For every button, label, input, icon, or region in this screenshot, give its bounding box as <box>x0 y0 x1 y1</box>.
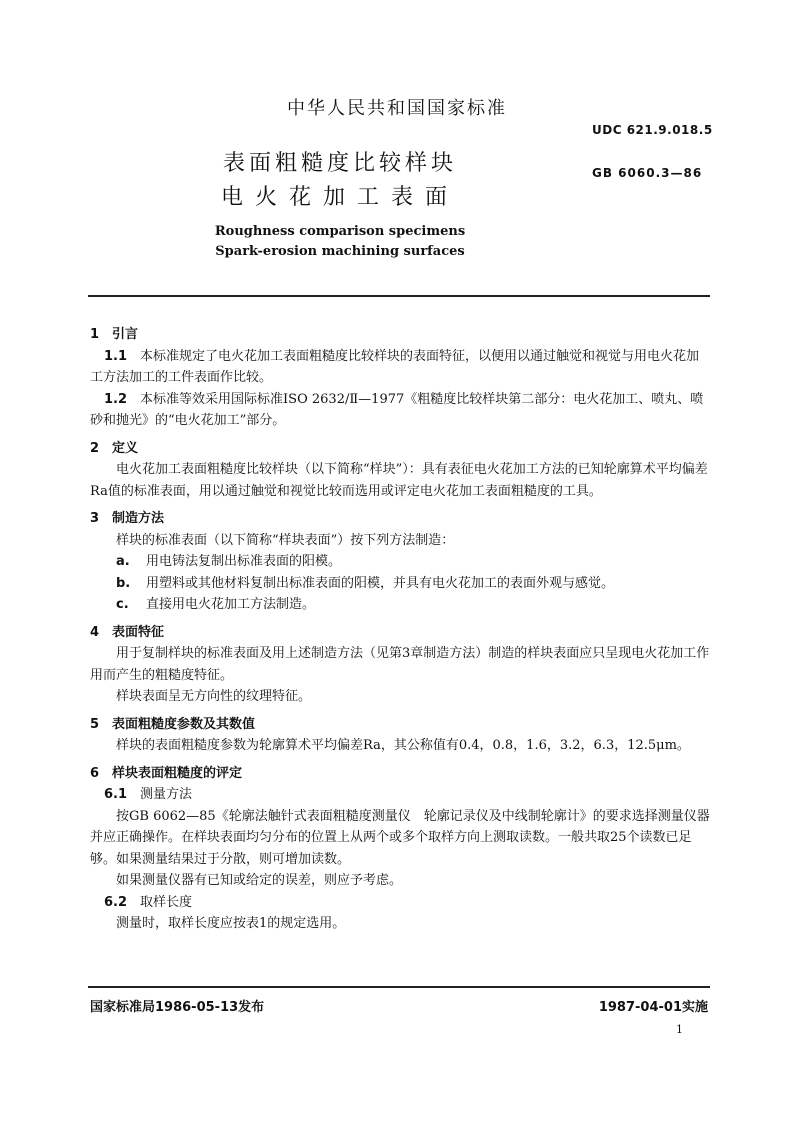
paragraph-1-1: 1.1 本标准规定了电火花加工表面粗糙度比较样块的表面特征，以便用以通过触觉和视觉与用电火花加工方法加工的工件表面作比较。 <box>90 348 700 385</box>
paragraph-4-2: 样块表面呈无方向性的纹理特征。 <box>116 689 312 704</box>
effective-date: 1987-04-01实施 <box>598 1000 708 1015</box>
gb-code: GB 6060.3—86 <box>592 166 703 180</box>
paragraph-4-1: 用于复制样块的标准表面及用上述制造方法（见第3章制造方法）制造的样块表面应只呈现电火花加工作用而产生的粗糙度特征。 <box>90 646 710 683</box>
list-item-a: a. 用电铸法复制出标准表面的阳模。 <box>116 554 342 569</box>
section-heading-1: 1 引言 <box>90 327 139 342</box>
udc-code: UDC 621.9.018.5 <box>592 123 713 137</box>
paragraph-2-1: 电火花加工表面粗糙度比较样块（以下简称“样块”）：具有表征电火花加工方法的已知轮廓算术平均偏差Ra值的标准表面，用以通过触觉和视觉比较而选用或评定电火花加工表面粗糙度的工具。 <box>90 462 708 499</box>
section-heading-5: 5 表面粗糙度参数及其数值 <box>90 716 256 732</box>
paragraph-6-2-1: 测量时，取样长度应按表1的规定选用。 <box>116 916 346 931</box>
document-title-line2: 电火花加工表面 <box>220 185 459 210</box>
section-heading-2: 2 定义 <box>90 440 139 456</box>
paragraph-1-2: 1.2 本标准等效采用国际标准ISO 2632/Ⅱ—1977《粗糙度比较样块第二部分：电火花加工、喷丸、喷砂和抛光》的“电火花加工”部分。 <box>90 391 704 428</box>
document-body <box>90 324 710 935</box>
issue-date: 国家标准局1986-05-13发布 <box>90 1000 265 1015</box>
header-divider <box>88 295 710 297</box>
paragraph-6-1-2: 如果测量仪器有已知或给定的误差，则应予考虑。 <box>116 873 403 888</box>
paragraph-6-1-1: 按GB 6062—85《轮廓法触针式表面粗糙度测量仪 轮廓记录仪及中线制轮廓计》的要求选择测量仪器并应正确操作。在样块表面均匀分布的位置上从两个或多个取样方向上测取读数。一般共取25个读数已足够。如果测量结果过于分散，则可增加读数。 <box>90 808 710 867</box>
page-number: 1 <box>676 1023 683 1036</box>
standard-org-title: 中华人民共和国国家标准 <box>287 98 507 119</box>
list-item-c: c. 直接用电火花加工方法制造。 <box>116 597 316 612</box>
list-item-b: b. 用塑料或其他材料复制出标准表面的阳模，并具有电火花加工的表面外观与感觉。 <box>116 575 615 591</box>
subsection-heading-6-1: 6.1 测量方法 <box>104 787 193 802</box>
document-title-line1: 表面粗糙度比较样块 <box>222 151 457 176</box>
english-title-line1: Roughness comparison specimens <box>214 224 466 239</box>
subsection-heading-6-2: 6.2 取样长度 <box>104 894 193 910</box>
section-heading-3: 3 制造方法 <box>90 511 165 526</box>
section-heading-4: 4 表面特征 <box>90 624 165 640</box>
english-title-line2: Spark-erosion machining surfaces <box>215 244 465 259</box>
paragraph-3-intro: 样块的标准表面（以下简称“样块表面”）按下列方法制造： <box>116 532 455 548</box>
section-heading-6: 6 样块表面粗糙度的评定 <box>90 765 243 781</box>
paragraph-5-1: 样块的表面粗糙度参数为轮廓算术平均偏差Ra，其公称值有0.4，0.8，1.6，3.2，6.3，12.5μm。 <box>116 738 690 753</box>
footer-divider <box>88 986 710 988</box>
